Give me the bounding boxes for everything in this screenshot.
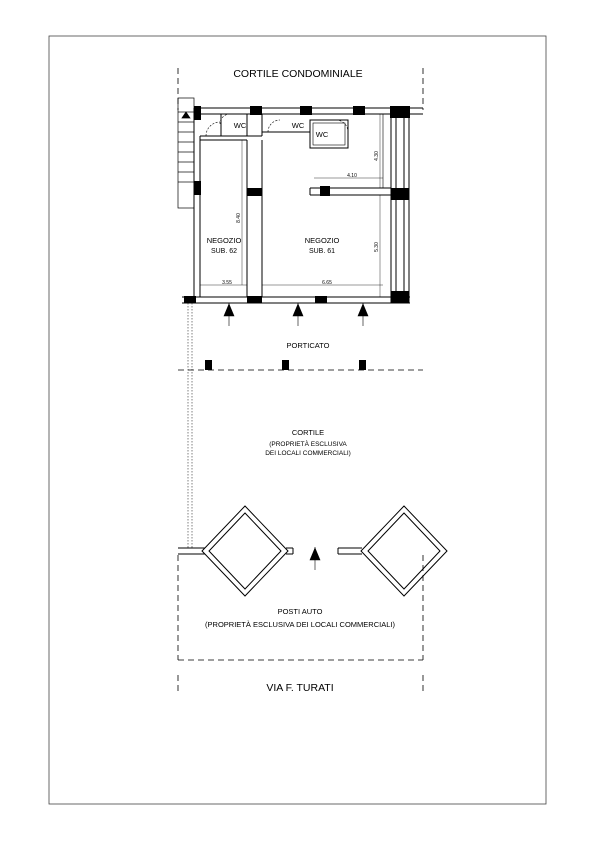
portico-label: PORTICATO [286, 341, 330, 350]
shop-62-name: NEGOZIO [206, 236, 242, 245]
planter-right [361, 506, 447, 596]
gate-arrow [310, 547, 320, 570]
wc-label-2: WC [291, 121, 305, 130]
courtyard-line2: DEI LOCALI COMMERCIALI) [265, 450, 351, 457]
shop-61-name: NEGOZIO [304, 236, 340, 245]
wc-label-1: WC [233, 121, 247, 130]
shop-61-sub: SUB. 61 [308, 248, 336, 255]
courtyard-boundary-wall [178, 548, 362, 554]
dimension-410: 4.10 [347, 173, 357, 179]
dimension-lines [200, 114, 383, 297]
courtyard-left-edge [188, 303, 192, 548]
top-courtyard-label: CORTILE CONDOMINIALE [233, 68, 363, 80]
entrance-arrows [224, 303, 368, 326]
courtyard-title: CORTILE [291, 428, 325, 437]
building-walls [182, 108, 423, 303]
dimension-665: 6.65 [322, 280, 332, 286]
dimension-355: 3.55 [222, 280, 232, 286]
dimension-840: 8.40 [236, 213, 242, 223]
street-label: VIA F. TURATI [266, 682, 334, 694]
dimension-430: 4.30 [374, 151, 380, 161]
shop-62-sub: SUB. 62 [210, 248, 238, 255]
parking-line1: (PROPRIETÀ ESCLUSIVA DEI LOCALI COMMERCIALI) [205, 620, 395, 629]
planter-left [202, 506, 288, 596]
dimension-530: 5.30 [374, 242, 380, 252]
wc-label-3: WC [315, 130, 329, 139]
courtyard-line1: (PROPRIETÀ ESCLUSIVA [269, 441, 347, 448]
staircase [178, 98, 194, 208]
lot-boundary [178, 68, 423, 692]
parking-title: POSTI AUTO [277, 607, 323, 616]
